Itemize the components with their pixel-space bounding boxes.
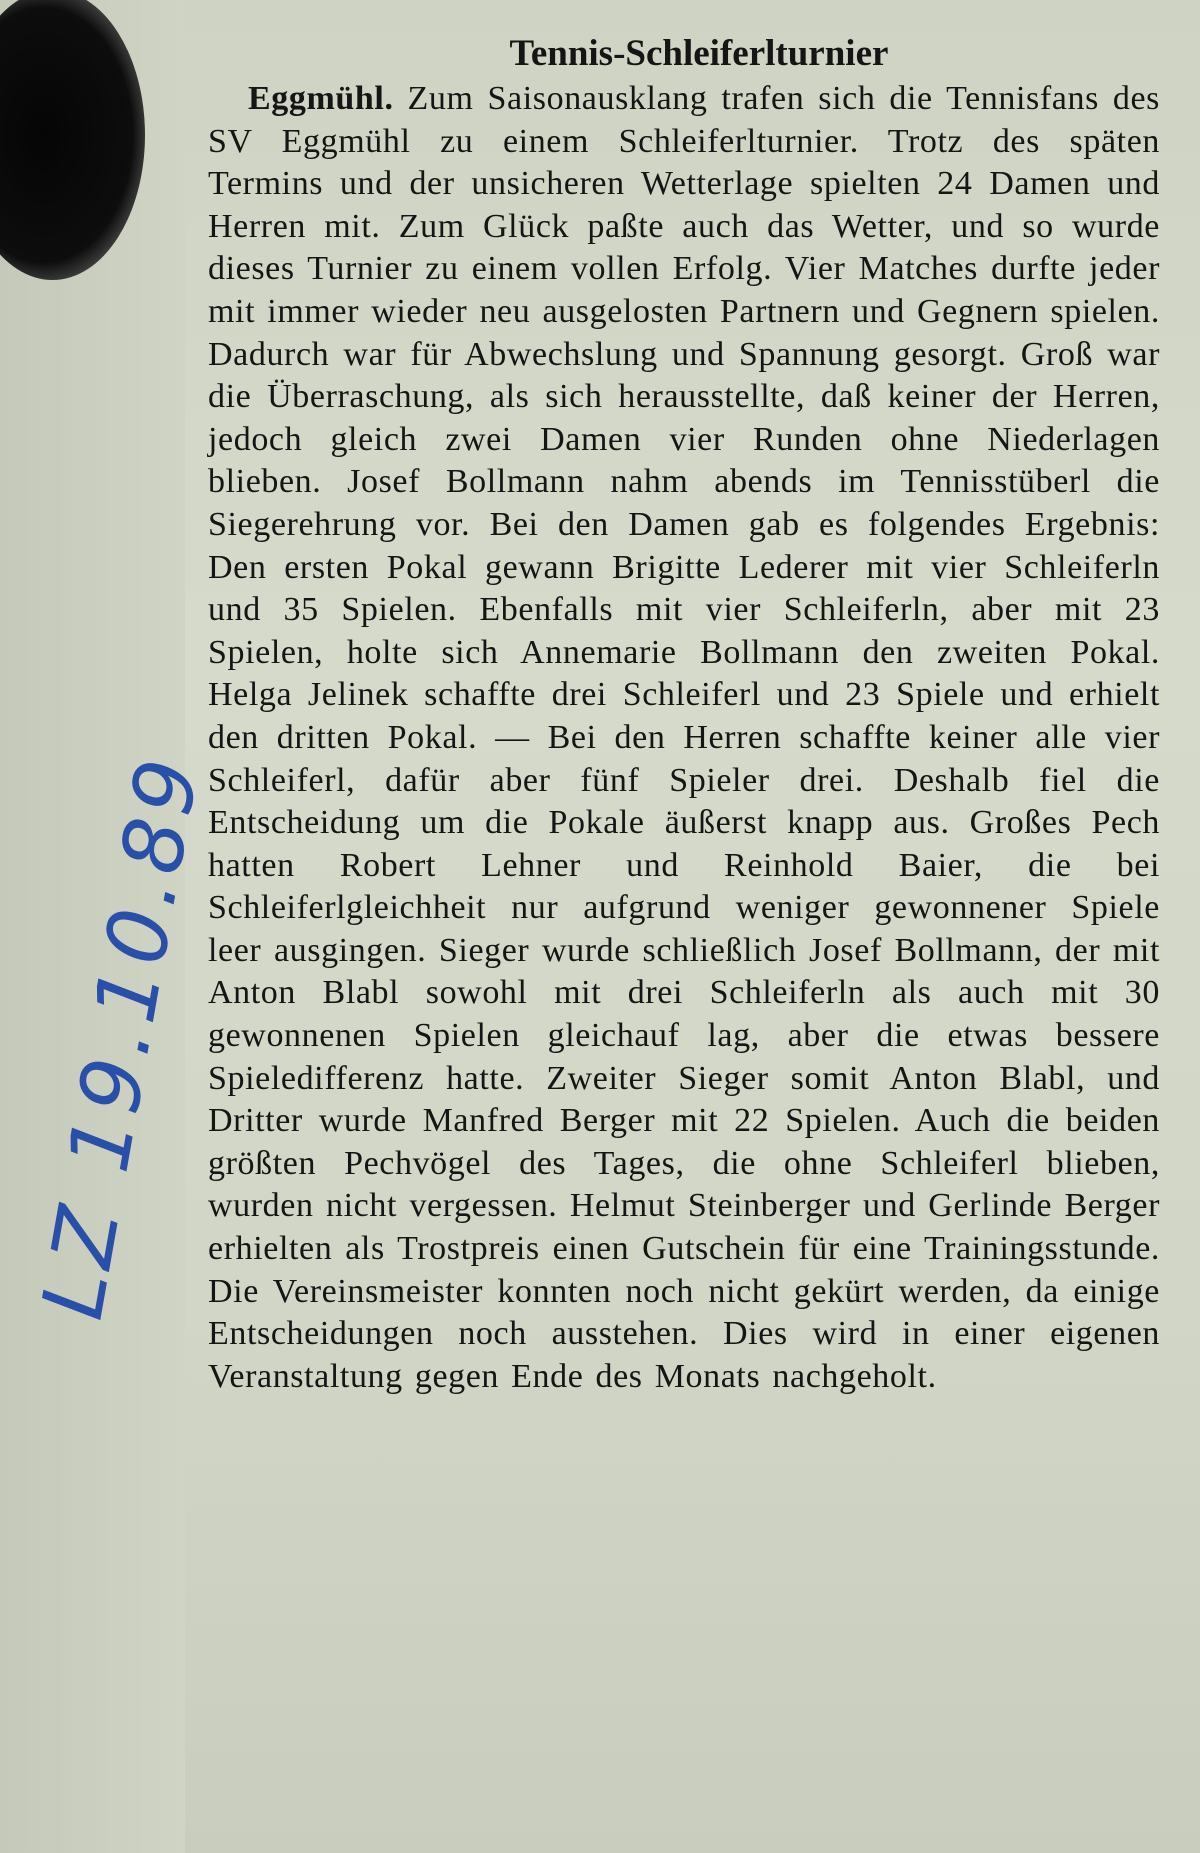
article-body-text: Zum Saisonausklang trafen sich die Tennisfans des SV Eggmühl zu einem Schleiferlturnier. Trotz des späten Termins und der unsicheren Wetterlage spielten 24 Damen und Herren mit. Zum Glück paßte auch das Wetter, und so wurde dieses Turnier zu einem vollen Erfolg. Vier Matches durfte jeder mit immer wieder neu ausgelosten Partnern und Gegnern spielen. Dadurch war für Abwechslung und Spannung gesorgt. Groß war die Überraschung, als sich herausstellte, daß keiner der Herren, jedoch gleich zwei Damen vier Runden ohne Niederlagen blieben. Josef Bollmann nahm abends im Tennisstüberl die Siegerehrung vor. Bei den Damen gab es folgendes Ergebnis: Den ersten Pokal gewann Brigitte Lederer mit vier Schleiferln und 35 Spielen. Ebenfalls mit vier Schleiferln, aber mit 23 Spielen, holte sich Annemarie Bollmann den zweiten Pokal. Helga Jelinek schaffte drei Schleiferl und 23 Spiele und erhielt den dritten Pokal. — Bei den Herren schaffte keiner alle vier Schleiferl, dafür aber fünf Spieler drei. Deshalb fiel die Entscheidung um die Pokale äußerst knapp aus. Großes Pech hatten Robert Lehner und Reinhold Baier, die bei Schleiferlgleichheit nur aufgrund weniger gewonnener Spiele leer ausgingen. Sieger wurde schließlich Josef Bollmann, der mit Anton Blabl sowohl mit drei Schleiferln als auch mit 30 gewonnenen Spielen gleichauf lag, aber die etwas bessere Spieledifferenz hatte. Zweiter Sieger somit Anton Blabl, und Dritter wurde Manfred Berger mit 22 Spielen. Auch die beiden größten Pechvögel des Tages, die ohne Schleiferl blieben, wurden nicht vergessen. Helmut Steinberger und Gerlinde Berger erhielten als Trostpreis einen Gutschein für eine Trainingsstunde. Die Vereinsmeister konnten noch nicht gekürt werden, da einige Entscheidungen noch ausstehen. Dies wird in einer eigenen Veranstaltung gegen Ende des Monats nachgeholt. <box>208 80 1160 1395</box>
article-body <box>208 78 1160 1398</box>
article-headline: Tennis-Schleiferlturnier <box>509 33 889 74</box>
handwritten-date-note: LZ 19.10.89 <box>23 746 219 1326</box>
article-dateline: Eggmühl. <box>248 80 394 117</box>
article <box>208 30 1160 1398</box>
